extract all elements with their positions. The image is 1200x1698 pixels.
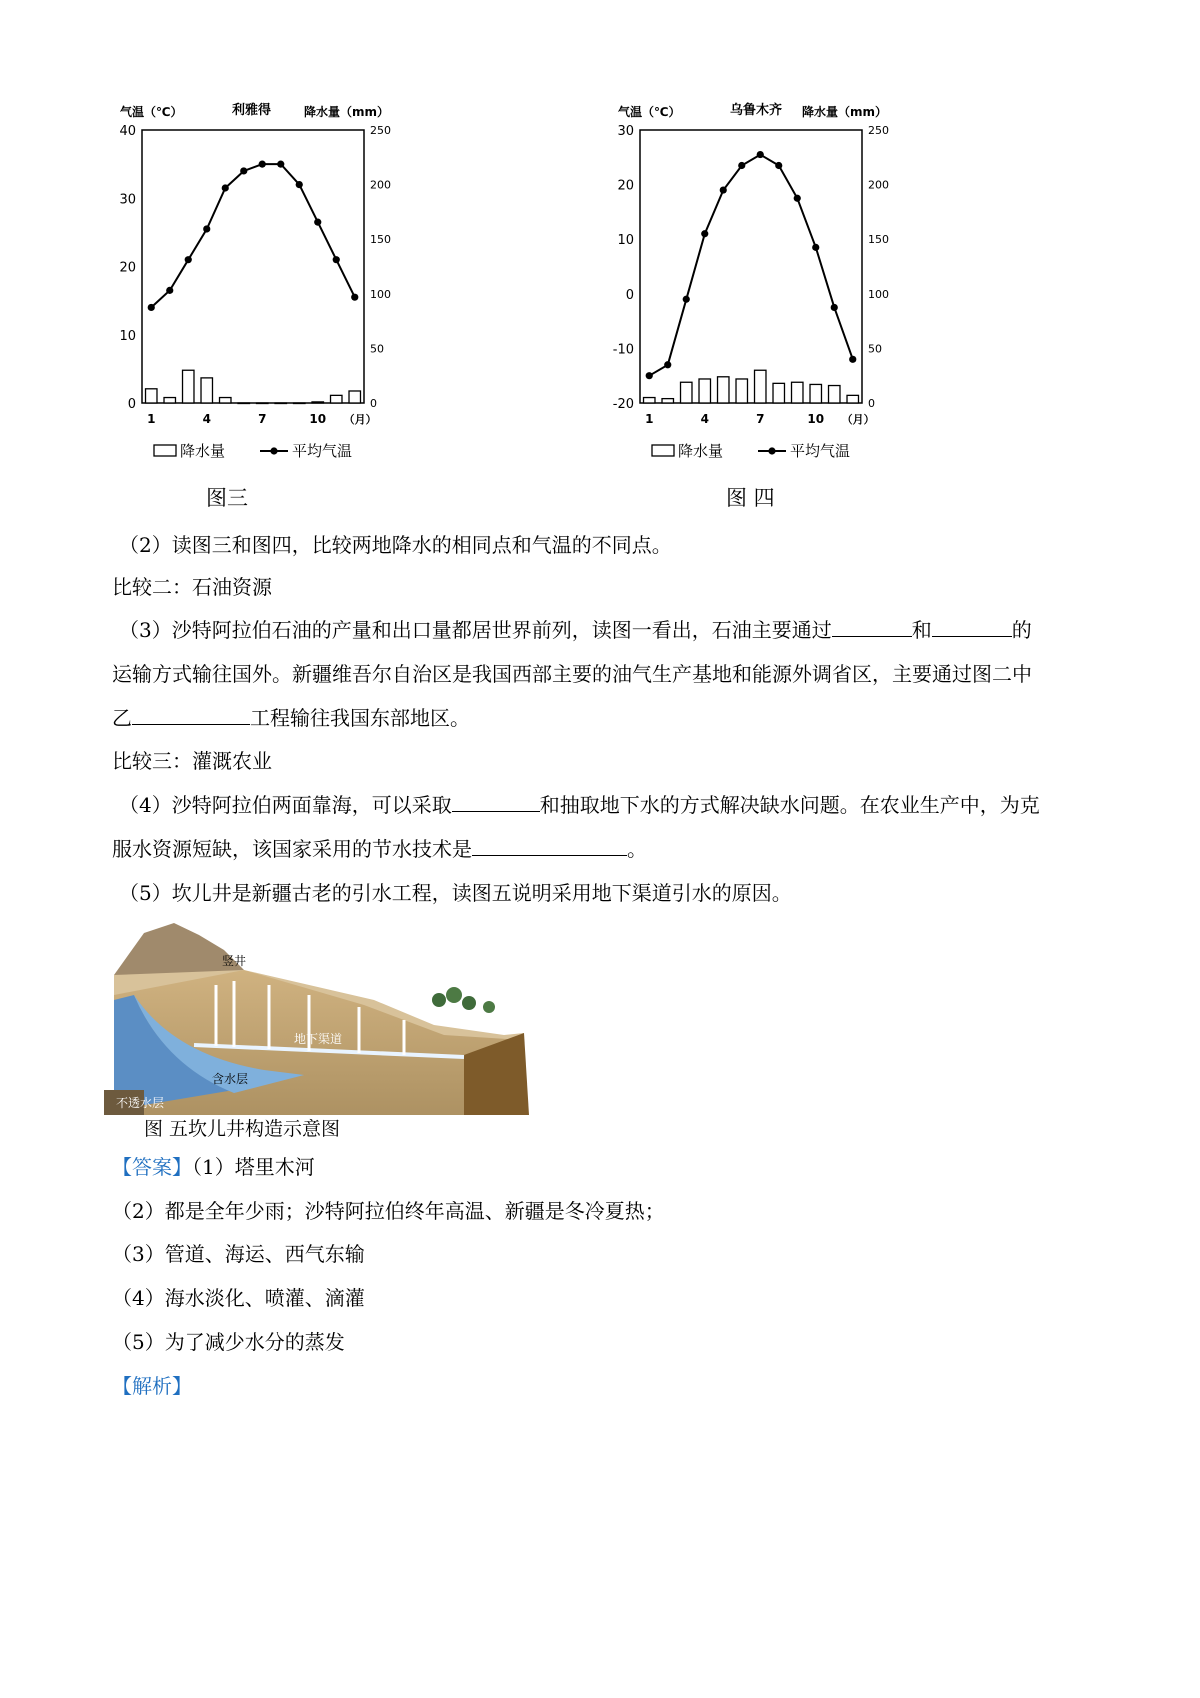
x-tick-label: 1 [645,412,654,426]
y-left-tick-label: -20 [612,397,634,412]
temperature-point [259,161,266,168]
precip-bar [146,389,157,403]
answer-line-1 [112,1155,315,1179]
y-right-tick-label: 250 [868,124,889,137]
precip-bar [755,370,766,403]
plot-frame [640,130,862,403]
temperature-point [646,372,653,379]
question-4-line1 [119,793,1040,817]
temperature-point [333,256,340,263]
y-right-tick-label: 100 [868,287,889,301]
x-tick-label: 4 [700,412,709,426]
figure-5-caption: 图 五坎儿井构造示意图 [144,1118,341,1140]
precip-bar [257,403,268,404]
temperature-point [296,181,303,188]
temperature-line [151,164,354,307]
question-3-line3 [112,706,470,730]
q3-text-e: 工程输往我国东部地区。 [250,706,470,730]
temperature-line [649,155,853,376]
precip-bar [662,399,673,403]
temperature-point [757,151,764,158]
answer-blank [932,618,1012,637]
q3-text-c: 的 [1011,618,1032,642]
y-left-tick-label: 0 [625,287,634,303]
y-left-tick-label: 30 [119,192,136,208]
answer-blank [132,706,250,725]
label-shaft: 竖井 [222,954,247,968]
y-right-tick-label: 50 [370,342,384,356]
question-3-line1 [119,618,1032,642]
y-left-axis-label: 气温（℃） [618,105,681,119]
x-unit-label: （月） [841,413,875,426]
chart-title: 利雅得 [232,103,272,118]
y-left-tick-label: 10 [119,328,136,344]
precip-bar [792,382,803,403]
question-4-line2 [112,837,647,861]
chart-title: 乌鲁木齐 [730,103,783,118]
temperature-point [849,356,856,363]
precip-bar [699,379,710,403]
precip-bar [331,395,342,403]
x-tick-label: 7 [756,412,765,426]
precip-bar [164,398,175,403]
temperature-point [185,256,192,263]
y-right-tick-label: 200 [370,178,391,192]
precip-bar [718,377,729,403]
section-oil: 比较二：石油资源 [112,575,272,599]
x-unit-label: （月） [343,413,377,426]
legend-temp-label: 平均气温 [292,442,353,460]
q3-text-a: （3）沙特阿拉伯石油的产量和出口量都居世界前列，读图一看出，石油主要通过 [119,618,832,642]
legend-precip-label: 降水量 [180,442,226,460]
precip-bar [183,370,194,403]
precip-bar [238,403,249,404]
q4-text-d: 。 [627,837,647,861]
precip-bar [847,395,858,403]
answer-3: （3）管道、海运、西气东输 [112,1242,365,1266]
figure-3-caption: 图三 [206,486,248,510]
q4-text-a: （4）沙特阿拉伯两面靠海，可以采取 [119,793,452,817]
q3-text-d: 乙 [112,706,132,730]
temperature-point [664,361,671,368]
answer-5: （5）为了减少水分的蒸发 [112,1330,345,1354]
temperature-point [222,184,229,191]
figure-4-caption: 图 四 [726,486,775,510]
y-left-tick-label: 30 [617,124,634,139]
karez-diagram [104,915,534,1145]
temperature-point [240,167,247,174]
y-right-tick-label: 100 [370,287,391,301]
temperature-point [277,161,284,168]
temperature-point [794,195,801,202]
label-aquifer: 含水层 [212,1072,249,1086]
label-impermeable: 不透水层 [116,1096,165,1110]
y-left-tick-label: -10 [612,342,634,358]
y-left-axis-label: 气温（℃） [120,105,183,119]
x-tick-label: 4 [202,412,211,426]
question-5: （5）坎儿井是新疆古老的引水工程，读图五说明采用地下渠道引水的原因。 [119,881,792,905]
y-right-axis-label: 降水量（mm） [802,105,888,119]
x-tick-label: 7 [258,412,267,426]
temperature-point [203,225,210,232]
answer-tag: 【答案】 [112,1155,192,1179]
precip-bar [644,398,655,403]
precip-bar [810,384,821,403]
answer-blank [452,793,540,812]
analysis-tag: 【解析】 [112,1374,192,1398]
precip-bar [681,382,692,403]
temperature-point [831,304,838,311]
precip-bar [736,379,747,403]
temperature-point [314,219,321,226]
x-tick-label: 10 [807,412,825,426]
precip-bar [773,383,784,403]
precip-bar [312,402,323,403]
y-right-tick-label: 150 [370,233,391,247]
section-irrigation: 比较三：灌溉农业 [112,749,272,773]
temperature-point [775,162,782,169]
precip-bar [349,391,360,403]
temperature-point [351,294,358,301]
temperature-point [812,244,819,251]
climate-chart-urumqi [610,100,910,500]
y-right-tick-label: 200 [868,178,889,192]
y-left-tick-label: 0 [127,397,136,412]
climate-chart-riyadh [112,100,412,500]
y-right-tick-label: 0 [868,397,875,410]
label-channel: 地下渠道 [294,1032,343,1046]
y-right-tick-label: 0 [370,397,377,410]
q4-text-c: 服水资源短缺，该国家采用的节水技术是 [112,837,472,861]
temperature-point [166,287,173,294]
q3-text-b: 和 [911,618,932,642]
legend-point-swatch [270,447,277,454]
y-left-tick-label: 20 [617,178,634,194]
answer-blank [832,618,912,637]
precip-bar [220,398,231,403]
answer-2: （2）都是全年少雨；沙特阿拉伯终年高温、新疆是冬冷夏热； [112,1199,665,1223]
q4-text-b: 和抽取地下水的方式解决缺水问题。在农业生产中，为克 [539,793,1040,817]
x-tick-label: 1 [147,412,156,426]
y-left-tick-label: 20 [119,260,136,276]
answer-1: （1）塔里木河 [192,1155,315,1179]
legend-temp-label: 平均气温 [790,442,851,460]
temperature-point [701,230,708,237]
precip-bar [201,378,212,403]
precip-bar [829,386,840,403]
precip-bar [294,403,305,404]
question-2: （2）读图三和图四，比较两地降水的相同点和气温的不同点。 [119,533,672,557]
plot-frame [142,130,364,403]
precip-bar [275,403,286,404]
answer-4: （4）海水淡化、喷灌、滴灌 [112,1286,365,1310]
temperature-point [683,296,690,303]
legend-bar-swatch [154,445,176,456]
legend-point-swatch [768,447,775,454]
y-right-tick-label: 150 [868,233,889,247]
temperature-point [720,186,727,193]
answer-blank [472,837,627,856]
temperature-point [738,162,745,169]
y-left-tick-label: 40 [119,124,136,139]
legend-precip-label: 降水量 [678,442,724,460]
y-right-axis-label: 降水量（mm） [304,105,390,119]
x-tick-label: 10 [309,412,327,426]
y-left-tick-label: 10 [617,233,634,249]
y-right-tick-label: 250 [370,124,391,137]
legend-bar-swatch [652,445,674,456]
question-3-line2: 运输方式输往国外。新疆维吾尔自治区是我国西部主要的油气生产基地和能源外调省区，主要通过图二中 [112,662,1032,686]
y-right-tick-label: 50 [868,342,882,356]
temperature-point [148,304,155,311]
